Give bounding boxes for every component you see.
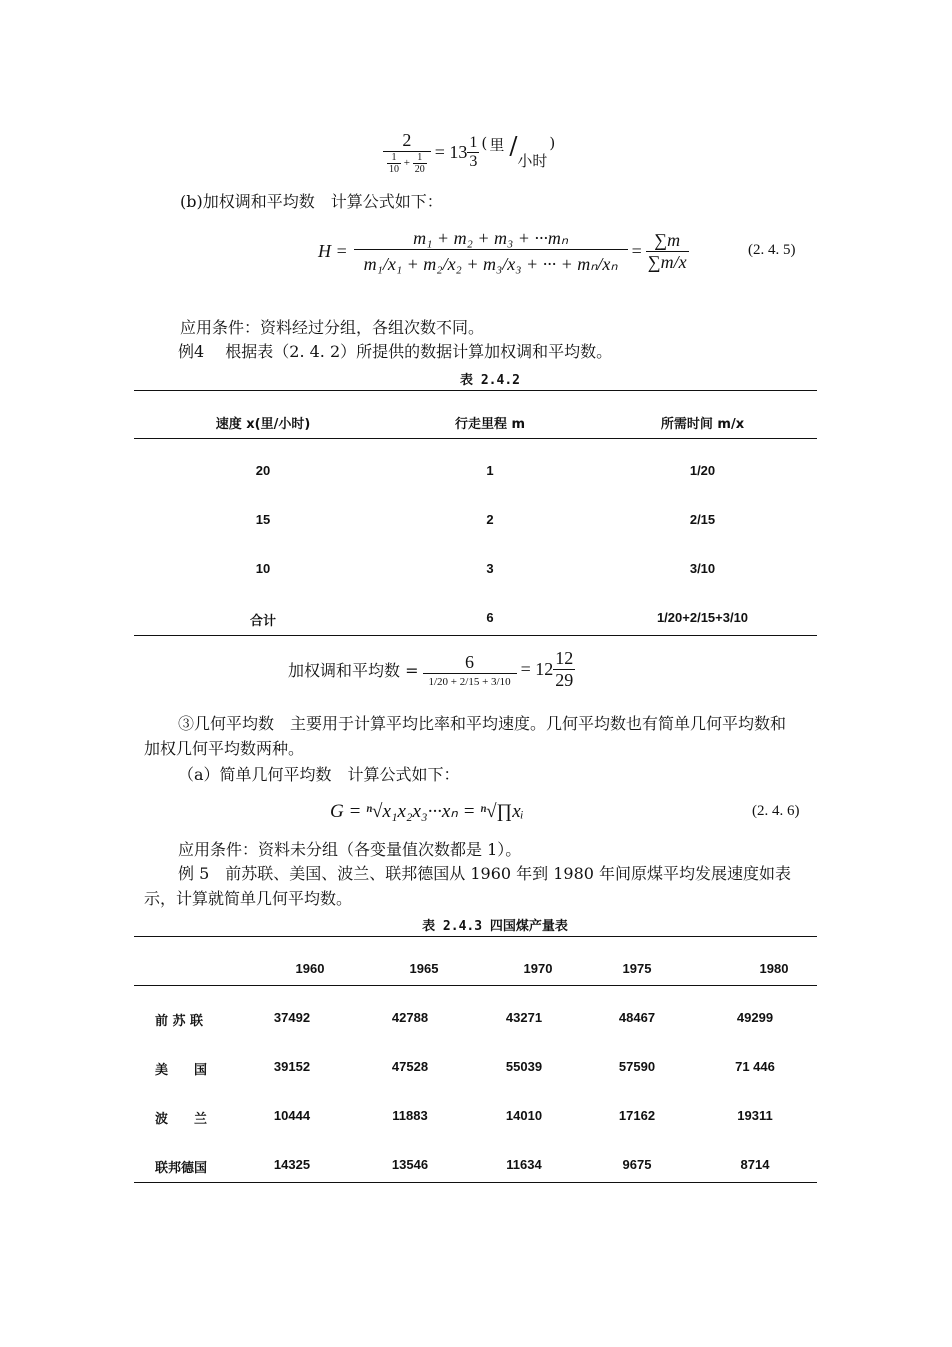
example-5-line-2: 示，计算就简单几何平均数。 xyxy=(144,889,353,908)
table1-header: 行走里程 m xyxy=(454,417,526,432)
table2-year-header: 1965 xyxy=(409,961,439,976)
table2-cell: 10444 xyxy=(273,1108,311,1123)
table2-cell: 11634 xyxy=(506,1157,542,1172)
formula-2-4-6: G = ⁿ√x₁x₂x₃···xₙ = ⁿ√∏xᵢ xyxy=(330,801,524,822)
table2-caption: 表 2.4.3 四国煤产量表 xyxy=(422,919,568,934)
eq-number-2-4-6: (2. 4. 6) xyxy=(752,803,800,819)
table1-cell: 1/20 xyxy=(689,463,716,478)
table2-header-rule xyxy=(134,985,817,986)
table2-year-header: 1960 xyxy=(295,961,325,976)
example-4: 例4 根据表（2. 4. 2）所提供的数据计算加权调和平均数。 xyxy=(178,342,613,361)
table2-country: 前 苏 联 xyxy=(155,1014,204,1029)
table2-cell: 8714 xyxy=(740,1157,770,1172)
para-a: （a）简单几何平均数 计算公式如下： xyxy=(178,765,460,784)
table1-top-rule xyxy=(134,390,817,391)
para-geometric-1: ③几何平均数 主要用于计算平均比率和平均速度。几何平均数也有简单几何平均数和 xyxy=(178,714,787,733)
table2-cell: 13546 xyxy=(391,1157,429,1172)
table1-cell: 1/20+2/15+3/10 xyxy=(656,610,749,625)
table2-cell: 42788 xyxy=(391,1010,429,1025)
table2-top-rule xyxy=(134,936,817,937)
table2-cell: 39152 xyxy=(273,1059,311,1074)
table2-cell: 37492 xyxy=(273,1010,311,1025)
example-5-line-1: 例 5 前苏联、美国、波兰、联邦德国从 1960 年到 1980 年间原煤平均发展速度如表 xyxy=(178,864,792,883)
table1-header: 所需时间 m/x xyxy=(660,417,745,432)
table1-cell: 2/15 xyxy=(689,512,716,527)
para-b: (b)加权调和平均数 计算公式如下： xyxy=(180,192,443,211)
unit: ( 里 / 小时 ) xyxy=(481,132,556,170)
table1-cell: 10 xyxy=(255,561,271,576)
table1-cell: 合计 xyxy=(249,614,276,629)
table1-cell: 2 xyxy=(486,512,494,527)
table2-year-header: 1975 xyxy=(622,961,652,976)
table2-cell: 55039 xyxy=(505,1059,543,1074)
table1-caption: 表 2.4.2 xyxy=(460,373,520,388)
table1-cell: 3 xyxy=(486,561,494,576)
table2-year-header: 1970 xyxy=(523,961,553,976)
table1-cell: 6 xyxy=(486,610,494,625)
table2-cell: 48467 xyxy=(618,1010,656,1025)
table1-bottom-rule xyxy=(134,635,817,636)
para-geometric-2: 加权几何平均数两种。 xyxy=(144,739,305,758)
table2-cell: 43271 xyxy=(505,1010,543,1025)
table2-year-header: 1980 xyxy=(759,961,789,976)
table2-cell: 17162 xyxy=(618,1108,656,1123)
table2-cell: 9675 xyxy=(622,1157,652,1172)
formula-2-4-5: H = $\frac{\text{m₁ + m₂ + m₃ + ···mₙ}}{\text{m₁/x₁ + m₂/x₂ + m₃/x₃ + ··· + mₙ/xₙ}}$ = $\frac{\sum m}{\sum m/x}$ xyxy=(318,228,687,274)
condition-1: 应用条件：资料经过分组，各组次数不同。 xyxy=(180,318,485,337)
table1-header-rule xyxy=(134,438,817,439)
table1-header: 速度 x(里/小时) xyxy=(215,417,311,432)
table2-bottom-rule xyxy=(134,1182,817,1183)
table2-cell: 11883 xyxy=(392,1108,428,1123)
table2-cell: 14010 xyxy=(505,1108,543,1123)
eq-number-2-4-5: (2. 4. 5) xyxy=(748,242,796,258)
table1-cell: 3/10 xyxy=(689,561,716,576)
table2-cell: 19311 xyxy=(737,1108,773,1123)
table2-cell: 57590 xyxy=(618,1059,656,1074)
condition-2: 应用条件：资料未分组（各变量值次数都是 1）。 xyxy=(178,840,522,859)
table2-country: 波 兰 xyxy=(155,1112,208,1127)
top-fraction: 2 $\frac{1}{10}$ + $\frac{1}{20}$ xyxy=(383,130,431,175)
top-formula: 2 $\frac{1}{10}$ + $\frac{1}{20}$ = 13 $\frac{1}{3}$ ( 里 / 小时 ) xyxy=(383,127,553,177)
table1-cell: 15 xyxy=(255,512,271,527)
table2-cell: 49299 xyxy=(736,1010,774,1025)
table1-cell: 20 xyxy=(255,463,271,478)
table1-cell: 1 xyxy=(486,463,494,478)
table2-cell: 14325 xyxy=(273,1157,311,1172)
table2-country: 联邦德国 xyxy=(155,1161,208,1176)
table2-country: 美 国 xyxy=(155,1063,208,1078)
table2-cell: 71 446 xyxy=(735,1059,775,1074)
weighted-result-formula: 加权调和平均数 = $\frac{6}{1/20 + 2/15 + 3/10}$ = 12 $\frac{12}{29}$ xyxy=(288,648,574,690)
table2-cell: 47528 xyxy=(391,1059,429,1074)
